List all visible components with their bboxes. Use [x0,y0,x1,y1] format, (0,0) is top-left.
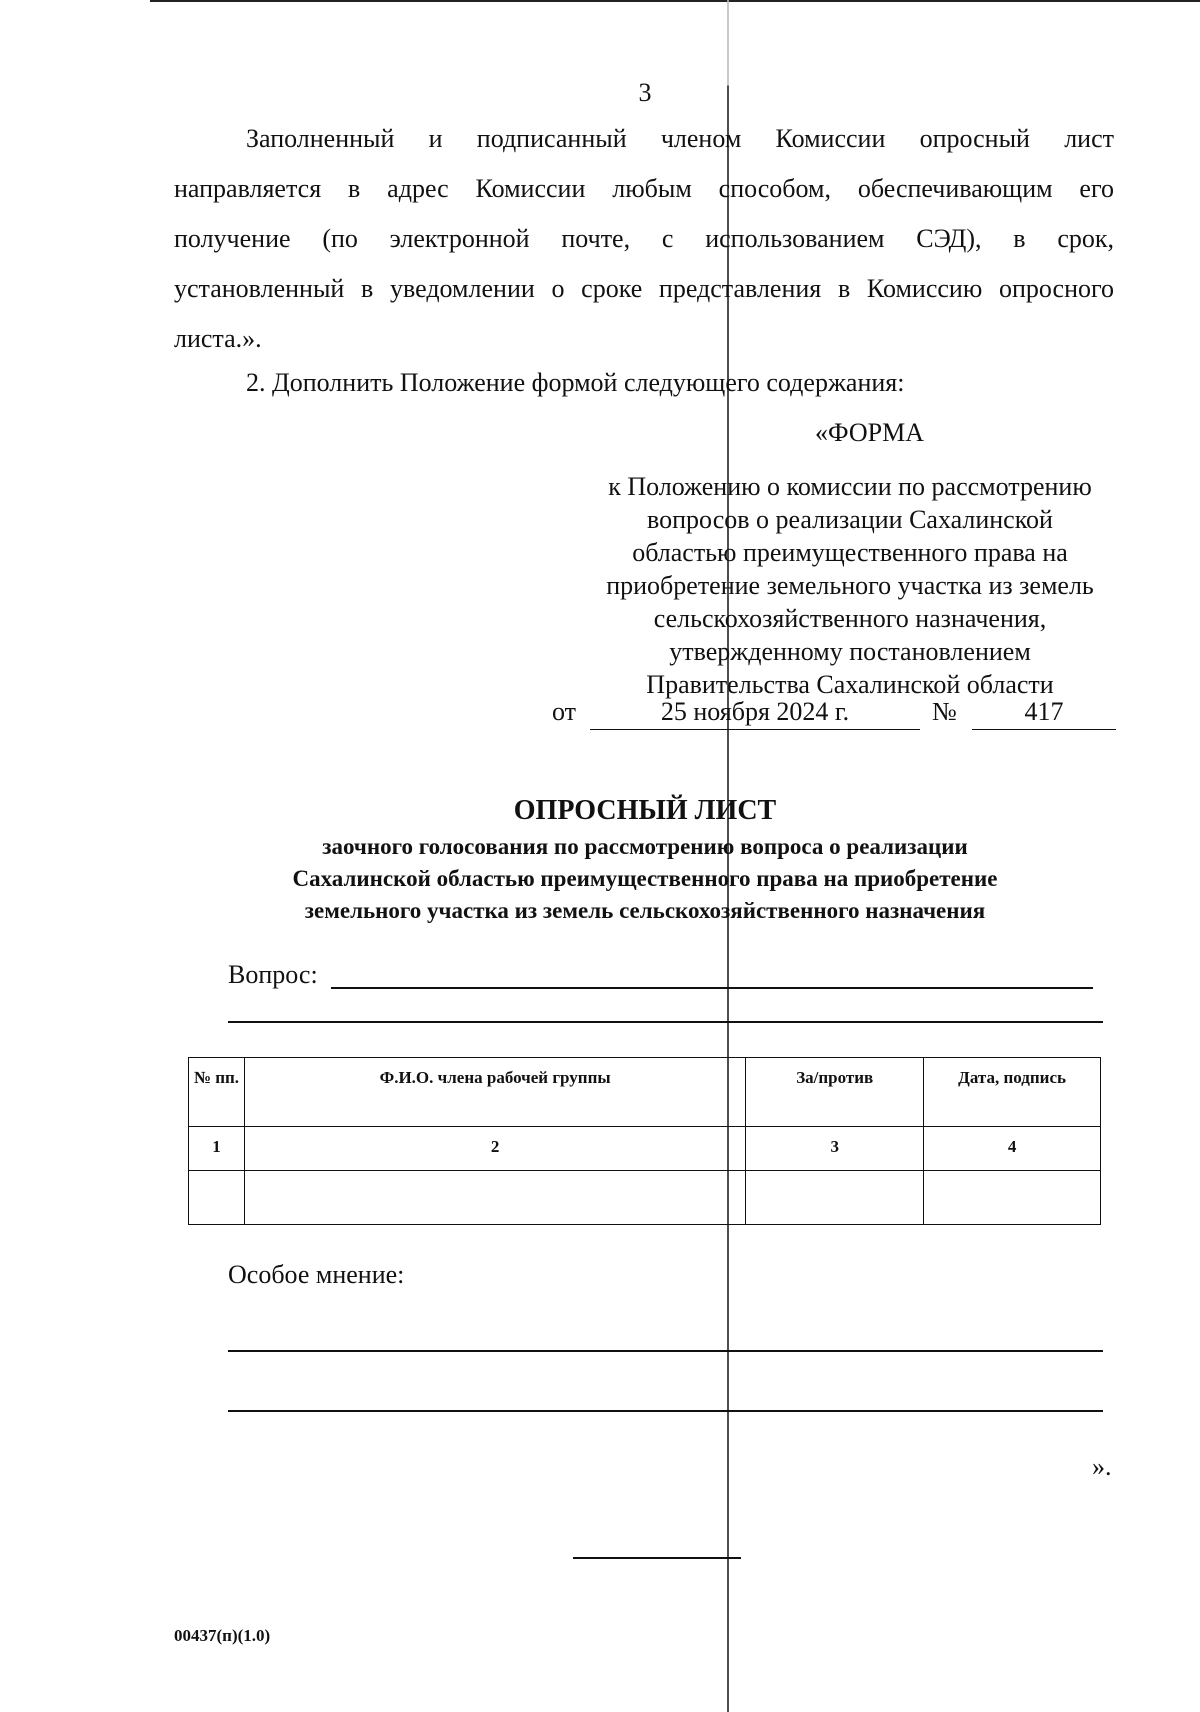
subtitle-line: Сахалинской областью преимущественного права на приобретение [292,866,998,891]
appendix-line: утвержденному постановлением [669,637,1031,666]
number-prefix: № [932,697,957,726]
scan-edge-line [150,0,1200,2]
col-header-vote: За/против [746,1058,924,1127]
opinion-blank-line-2 [228,1410,1103,1412]
form-title: ОПРОСНЫЙ ЛИСТ [513,795,777,826]
table-header-row [189,1058,1101,1127]
appendix-line: сельскохозяйственного назначения, [653,604,1047,633]
paragraph-line: листа.». [174,324,262,353]
form-label: «ФОРМА [815,418,924,447]
question-label: Вопрос: [228,960,318,989]
document-code: 00437(п)(1.0) [174,1626,271,1645]
resolution-date: 25 ноября 2024 г. [590,697,920,730]
opinion-blank-line-1 [228,1350,1103,1352]
col-header-number: № пп. [189,1058,245,1127]
appendix-line: Правительства Сахалинской области [646,670,1054,699]
subtitle-line: заочного голосования по рассмотрению вопроса о реализации [322,834,968,859]
appendix-line: приобретение земельного участка из земель [606,571,1094,600]
paragraph-line: получение (по электронной почте, с использованием СЭД), в срок, [174,224,1114,253]
resolution-number: 417 [972,697,1116,730]
item-2-text: 2. Дополнить Положение формой следующего содержания: [246,368,905,397]
special-opinion-label: Особое мнение: [228,1260,405,1289]
paragraph-line: Заполненный и подписанный членом Комиссии опросный лист [246,124,1114,153]
table-cell [189,1171,245,1225]
question-blank-line-1 [331,987,1093,989]
date-prefix: от [552,697,577,726]
subtitle-line: земельного участка из земель сельскохозяйственного назначения [304,898,986,923]
closing-quote: ». [1092,1452,1112,1481]
page-number: 3 [638,78,652,107]
table-cell: 4 [924,1127,1101,1171]
table-row [189,1127,1101,1171]
appendix-line: вопросов о реализации Сахалинской [647,505,1053,534]
table-cell [746,1171,924,1225]
table-cell: 2 [244,1127,745,1171]
appendix-caption [560,470,1140,701]
table-cell: 1 [189,1127,245,1171]
paragraph-1 [174,114,1114,364]
table-cell [244,1171,745,1225]
col-header-date-signature: Дата, подпись [924,1058,1101,1127]
table-row [189,1171,1101,1225]
table-cell: 3 [746,1127,924,1171]
separator-line [573,1557,741,1559]
question-blank-line-2 [228,1021,1103,1023]
appendix-line: к Положению о комиссии по рассмотрению [608,472,1092,501]
form-subtitle [200,831,1090,927]
col-header-name: Ф.И.О. члена рабочей группы [244,1058,745,1127]
vote-table [188,1057,1101,1225]
resolution-date-row [552,697,1117,731]
table-cell [924,1171,1101,1225]
paragraph-line: установленный в уведомлении о сроке представления в Комиссию опросного [174,274,1114,303]
paragraph-line: направляется в адрес Комиссии любым способом, обеспечивающим его [174,174,1114,203]
appendix-line: областью преимущественного права на [632,538,1068,567]
